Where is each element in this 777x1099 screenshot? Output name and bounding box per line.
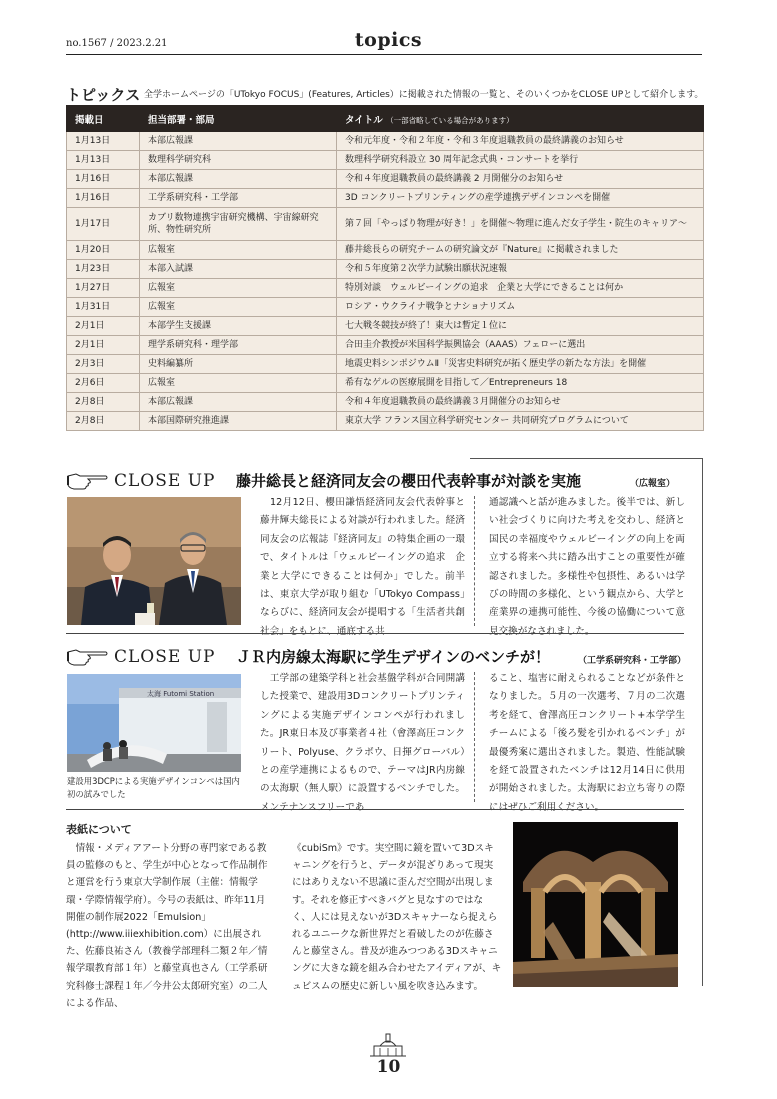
row-title: 藤井総長らの研究チームの研究論文が『Nature』に掲載されました bbox=[337, 241, 704, 260]
table-row bbox=[67, 336, 704, 355]
table-row bbox=[67, 151, 704, 170]
pointing-hand-icon bbox=[66, 646, 108, 666]
cover-heading: 表紙について bbox=[66, 823, 132, 836]
yasuda-auditorium-icon bbox=[370, 1032, 406, 1058]
cover-col2: 《cubiSm》です。実空間に鏡を置いて3Dスキャニングを行うと、データが混ざりあって現実にはありえない不思議に歪んだ空間が出現します。それを修正すべきバグと見なすのではなく、人には見えないが3Dスキャナーなら捉えられるユニークな新世界だと看破したのが佐藤さんと藤堂さん。普及が進みつつある3Dスキャニングに大きな鏡を組み合わせたアイディアが、キュビスムの歴史に新しい風を吹き込みます。 bbox=[292, 843, 502, 992]
pointing-hand-icon bbox=[66, 470, 108, 490]
column-dept: 担当部署・部局 bbox=[140, 106, 337, 132]
dialogue-photo bbox=[67, 497, 241, 625]
table-row bbox=[67, 241, 704, 260]
table-row bbox=[67, 355, 704, 374]
topics-heading: トピックス bbox=[66, 86, 141, 104]
row-dept: 理学系研究科・理学部 bbox=[140, 336, 337, 355]
row-title: 東京大学 フランス国立科学研究センター 共同研究プログラムについて bbox=[337, 412, 704, 431]
closeup1-col2: 通認識へと話が進みました。後半では、新しい社会づくりに向けた考えを交わし、経済と国民の幸福度やウェルビーイングの向上を両立する将来へ共に踏み出すことの重要性が確認されました。多様性や包摂性、あるいは学びの時間の多様化、という観点から、大学と産業界の連携可能性、今後の協働について意見交換がなされました。 bbox=[489, 497, 685, 637]
row-dept: 数理科学研究科 bbox=[140, 151, 337, 170]
row-date: 1月13日 bbox=[67, 132, 140, 151]
row-title: 七大戦冬競技が終了！東大は暫定１位に bbox=[337, 317, 704, 336]
table-row bbox=[67, 208, 704, 241]
row-date: 1月27日 bbox=[67, 279, 140, 298]
table-row bbox=[67, 279, 704, 298]
closeup-dept: （工学系研究科・工学部） bbox=[578, 656, 687, 666]
row-date: 1月20日 bbox=[67, 241, 140, 260]
topics-description: 全学ホームページの「UTokyo FOCUS」(Features, Articles）に掲載された情報の一覧と、そのいくつかをCLOSE UPとして紹介します。 bbox=[144, 90, 704, 100]
row-title: 数理科学研究科設立 30 周年記念式典・コンサートを挙行 bbox=[337, 151, 704, 170]
row-date: 2月1日 bbox=[67, 336, 140, 355]
table-row bbox=[67, 260, 704, 279]
column-date: 掲載日 bbox=[67, 106, 140, 132]
row-date: 2月3日 bbox=[67, 355, 140, 374]
closeup-dept: （広報室） bbox=[630, 479, 676, 489]
row-date: 2月8日 bbox=[67, 412, 140, 431]
row-dept: 広報室 bbox=[140, 374, 337, 393]
row-title: 令和４年度退職教員の最終講義３月開催分のお知らせ bbox=[337, 393, 704, 412]
column-title bbox=[337, 106, 704, 132]
closeup2-col2: ること、塩害に耐えられることなどが条件となりました。５月の一次選考、７月の二次選考を経て、會澤高圧コンクリート+本学学生チームによる「後ろ髪を引かれるベンチ」が最優秀案に選出されました。製造、性能試験を経て設置されたベンチは12月14日に供用が開始されました。太海駅にお立ち寄りの際にはぜひご利用ください。 bbox=[489, 673, 685, 813]
closeup-title: ＪＲ内房線太海駅に学生デザインのベンチが！ bbox=[236, 648, 550, 666]
closeup-frame-line bbox=[702, 458, 703, 986]
row-title: 希有なゲルの医療展開を目指して／Entrepreneurs 18 bbox=[337, 374, 704, 393]
row-date: 1月16日 bbox=[67, 170, 140, 189]
section-title: topics bbox=[354, 29, 423, 51]
row-dept: 本部広報課 bbox=[140, 132, 337, 151]
row-title: 3D コンクリートプリンティングの産学連携デザインコンペを開催 bbox=[337, 189, 704, 208]
row-date: 1月16日 bbox=[67, 189, 140, 208]
table-row bbox=[67, 393, 704, 412]
row-dept: 広報室 bbox=[140, 279, 337, 298]
table-row bbox=[67, 317, 704, 336]
photo-caption: 建設用3DCPによる実施デザインコンペは国内初の試みでした bbox=[67, 776, 240, 799]
row-title: 特別対談 ウェルビーイングの追求 企業と大学にできることは何か bbox=[337, 279, 704, 298]
row-dept: 工学系研究科・工学部 bbox=[140, 189, 337, 208]
row-date: 2月6日 bbox=[67, 374, 140, 393]
closeup2-col1: 工学部の建築学科と社会基盤学科が合同開講した授業で、建設用3Dコンクリートプリンティングによる実施デザインコンペが行われました。JR東日本及び事業者４社（會澤高圧コンクリート、Polyuse、クラボウ、日揮グローバル）との産学連携によるもので、テーマはJR内房線の太海駅（無人駅）に設置するベンチでした。メンテナンスフリーであ bbox=[260, 673, 465, 813]
row-dept: 本部広報課 bbox=[140, 393, 337, 412]
row-title: 令和４年度退職教員の最終講義 2 月開催分のお知らせ bbox=[337, 170, 704, 189]
row-dept: 本部入試課 bbox=[140, 260, 337, 279]
row-dept: カブリ数物連携宇宙研究機構、宇宙線研究所、物性研究所 bbox=[140, 208, 337, 241]
row-title: 第７回「やっぱり物理が好き！」を開催～物理に進んだ女子学生・院生のキャリア～ bbox=[337, 208, 704, 241]
section-separator bbox=[66, 633, 684, 634]
closeup1-col1: 12月12日、櫻田謙悟経済同友会代表幹事と藤井輝夫総長による対談が行われました。経済同友会の広報誌『経済同友』の特集企画の一環で、タイトルは「ウェルビーイングの追求 企業と大学にできることは何か」でした。前半は、東京大学が取り組む「UTokyo Compass」ならびに、経済同友会が提唱する「生活者共創社会」をもとに、通底する共 bbox=[260, 497, 465, 637]
table-row bbox=[67, 132, 704, 151]
row-date: 1月13日 bbox=[67, 151, 140, 170]
row-title: 令和元年度・令和２年度・令和３年度退職教員の最終講義のお知らせ bbox=[337, 132, 704, 151]
row-date: 1月17日 bbox=[67, 208, 140, 241]
issue-number: no.1567 / 2023.2.21 bbox=[66, 38, 168, 49]
row-title: 合田圭介教授が米国科学振興協会（AAAS）フェローに選出 bbox=[337, 336, 704, 355]
table-header-row bbox=[67, 106, 704, 132]
column-divider bbox=[474, 672, 475, 802]
row-dept: 本部広報課 bbox=[140, 170, 337, 189]
row-date: 2月1日 bbox=[67, 317, 140, 336]
cover-col1: 情報・メディアアート分野の専門家である教員の監修のもと、学生が中心となって作品制作と運営を行う東京大学制作展（主催：情報学環・学際情報学府）。今号の表紙は、昨年11月開催の制作展2022「Emulsion」(http://www.iiiexhibition.com）に出展された、佐藤良祐さん（教養学部理科二類２年／情報学環教育部１年）と藤堂真也さん（工学系研究科修士課程１年／今井公太郎研究室）の二人による作品、 bbox=[66, 843, 268, 1009]
row-date: 1月23日 bbox=[67, 260, 140, 279]
row-dept: 本部学生支援課 bbox=[140, 317, 337, 336]
row-dept: 広報室 bbox=[140, 241, 337, 260]
row-dept: 広報室 bbox=[140, 298, 337, 317]
closeup-title: 藤井総長と経済同友会の櫻田代表幹事が対談を実施 bbox=[236, 472, 582, 490]
page-number: 10 bbox=[376, 1057, 401, 1077]
column-title-label: タイトル bbox=[345, 114, 383, 126]
row-date: 1月31日 bbox=[67, 298, 140, 317]
table-row bbox=[67, 298, 704, 317]
station-sign-text: 太海 Futomi Station bbox=[147, 690, 215, 698]
station-bench-photo bbox=[67, 674, 241, 772]
column-title-note: （一部省略している場合があります） bbox=[386, 115, 514, 125]
column-divider bbox=[474, 496, 475, 626]
row-title: ロシア・ウクライナ戦争とナショナリズム bbox=[337, 298, 704, 317]
topics-table bbox=[66, 105, 704, 431]
row-title: 令和５年度第２次学力試験出願状況速報 bbox=[337, 260, 704, 279]
closeup-label: CLOSE UP bbox=[114, 471, 216, 491]
table-row bbox=[67, 412, 704, 431]
header-rule bbox=[66, 54, 702, 55]
section-separator bbox=[66, 809, 684, 810]
row-date: 2月8日 bbox=[67, 393, 140, 412]
row-title: 地震史料シンポジウムⅡ「災害史料研究が拓く歴史学の新たな方法」を開催 bbox=[337, 355, 704, 374]
closeup-label: CLOSE UP bbox=[114, 647, 216, 667]
row-dept: 史料編纂所 bbox=[140, 355, 337, 374]
table-row bbox=[67, 170, 704, 189]
closeup-frame-top bbox=[470, 458, 702, 459]
row-dept: 本部国際研究推進課 bbox=[140, 412, 337, 431]
table-row bbox=[67, 189, 704, 208]
cover-artwork-image bbox=[513, 822, 678, 987]
table-row bbox=[67, 374, 704, 393]
